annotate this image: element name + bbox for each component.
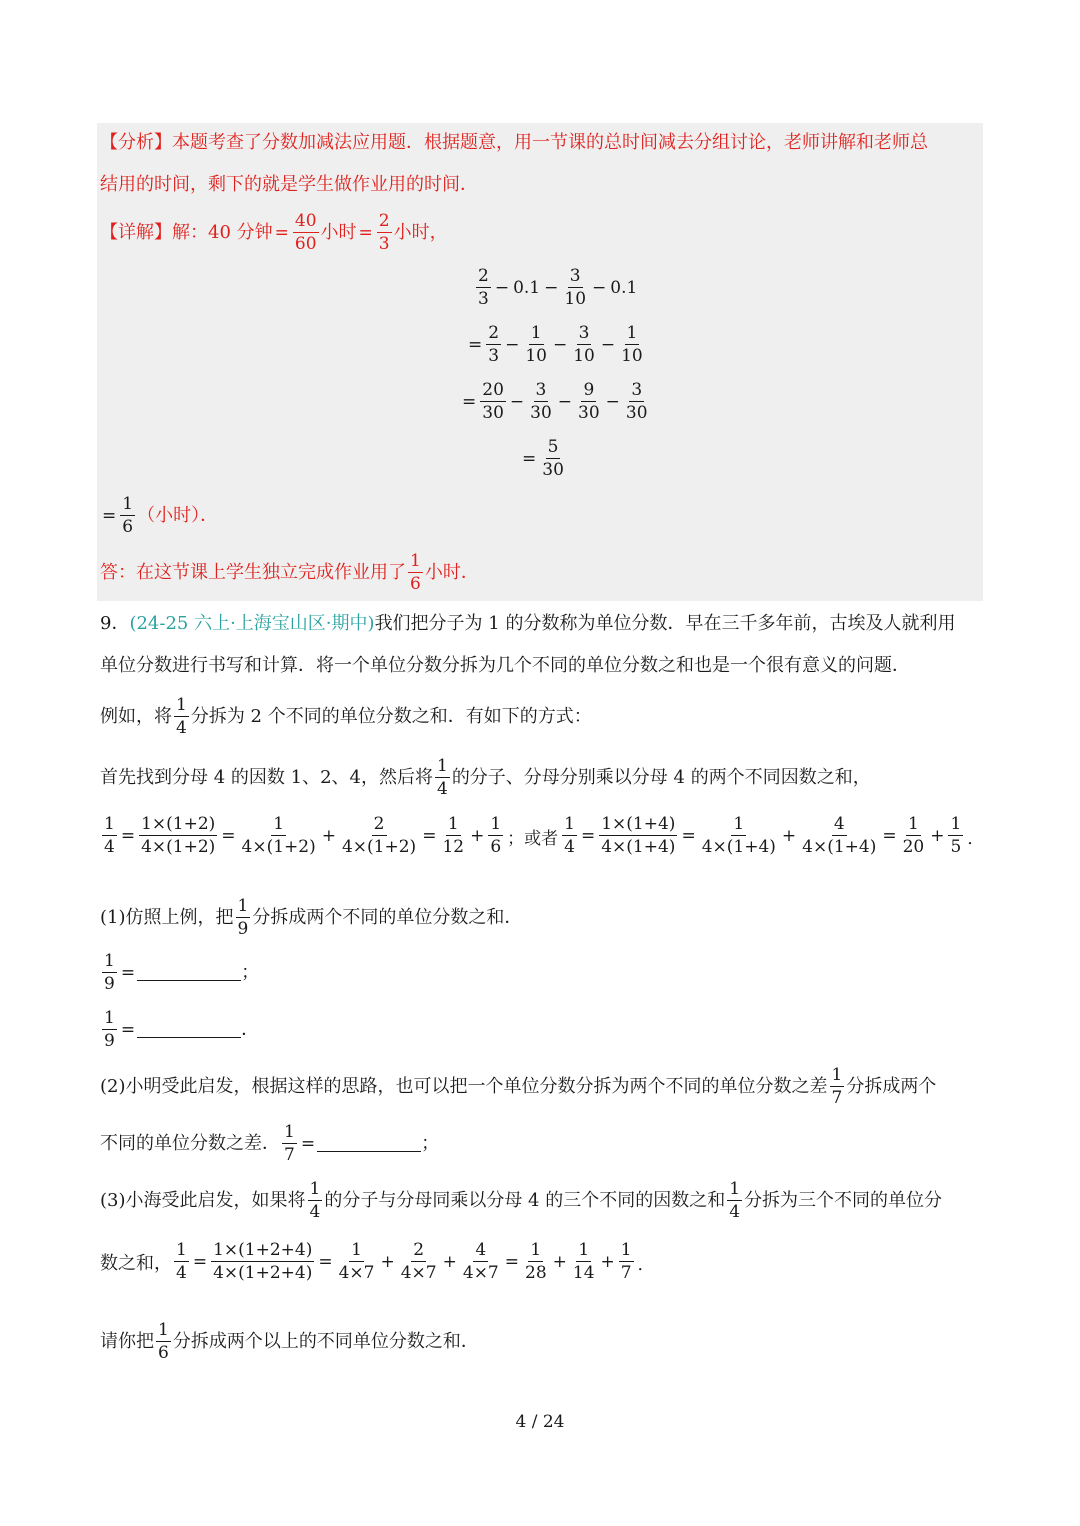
question-intro-2: 单位分数进行书写和计算．将一个单位分数分拆为几个不同的单位分数之和也是一个很有意义的问题． [100, 655, 910, 676]
fraction: $\frac{40}{60}$ [294, 211, 317, 254]
analysis-line-2 [100, 172, 478, 198]
part1-answer-2: $\frac{1}{9}$ = ． [104, 1008, 260, 1051]
part4-line: 请你把 $\frac{1}{6}$ 分拆成两个以上的不同单位分数之和． [100, 1320, 479, 1363]
answer-unit: 小时． [424, 562, 479, 583]
calc-step-2: = $\frac{2}{3}$ − $\frac{1}{10}$ − $\frac{3}{10}$ − $\frac{1}{10}$ [468, 323, 643, 366]
unit-text: 小时， [393, 222, 448, 243]
step-pre: 首先找到分母 4 的因数 1、2、4，然后将 [100, 767, 433, 788]
calc-step-3: = $\frac{20}{30}$ − $\frac{3}{30}$ − $\frac{9}{30}$ − $\frac{3}{30}$ [462, 380, 648, 423]
detail-line: 【详解】解：40 分钟 = $\frac{40}{60}$ 小时 = $\frac{2}{3}$ 小时， [100, 211, 448, 254]
example-pre: 例如，将 [100, 706, 172, 727]
part1-line: (1)仿照上例，把 $\frac{1}{9}$ 分拆成两个不同的单位分数之和． [100, 896, 523, 939]
example-equations: $\frac{1}{4}$ = $\frac{1\times(1+2)}{4\times(1+2)}$ = $\frac{1}{4\times(1+2)}$ + $\frac{2}{4\times(1+2)}$ = $\frac{1}{12}$ + $\frac{1}{6}$ ；或者 $\frac{1}{4}$ = $\frac{1\times(1+4)}{4\times(1+4)}$ = $\frac{1}{4\times(1+4)}$ + $\frac{4}{4\times(1+4)}$ = $\frac{1}{20}$ + $\frac{1}{5}$ ． [104, 814, 985, 857]
part3-pre: (3)小海受此启发，如果将 [100, 1190, 306, 1211]
q9-intro-line-2 [100, 653, 910, 679]
result-unit: （小时）． [137, 505, 219, 526]
analysis-text-1: 本题考查了分数加减法应用题．根据题意，用一节课的总时间减去分组讨论，老师讲解和老师总 [172, 132, 928, 153]
part2-text: (2)小明受此启发，根据这样的思路，也可以把一个单位分数分拆为两个不同的单位分数之差 [100, 1076, 828, 1097]
part2-post: 分拆成两个 [846, 1076, 937, 1097]
part4-post: 分拆成两个以上的不同单位分数之和． [172, 1331, 479, 1352]
example-line: 例如，将 $\frac{1}{4}$ 分拆为 2 个不同的单位分数之和．有如下的方式： [100, 695, 592, 738]
answer-text: 答：在这节课上学生独立完成作业用了 [100, 562, 406, 583]
question-intro-1: 我们把分子为 1 的分数称为单位分数．早在三千多年前，古埃及人就利用 [374, 613, 956, 634]
page-number: 4 / 24 [515, 1412, 565, 1432]
calc-step-1: $\frac{2}{3}$ − 0.1 − $\frac{3}{10}$ − 0.1 [478, 266, 638, 309]
part2-line2-text: 不同的单位分数之差． [100, 1133, 280, 1154]
answer-blank[interactable] [317, 1137, 421, 1152]
or-text: ；或者 [507, 828, 559, 849]
question-source: (24-25 六上·上海宝山区·期中) [129, 613, 375, 634]
part2-line-1: (2)小明受此启发，根据这样的思路，也可以把一个单位分数分拆为两个不同的单位分数之差 $\frac{1}{7}$ 分拆成两个 [100, 1065, 937, 1108]
answer-line: 答：在这节课上学生独立完成作业用了 $\frac{1}{6}$ 小时． [100, 551, 479, 594]
analysis-label: 【分析】 [100, 132, 172, 153]
part1-pre: (1)仿照上例，把 [100, 907, 234, 928]
unit-text: 小时 [320, 222, 357, 243]
question-number: 9． [100, 613, 130, 634]
part3-line-1: (3)小海受此启发，如果将 $\frac{1}{4}$ 的分子与分母同乘以分母 4 的三个不同的因数之和 $\frac{1}{4}$ 分拆为三个不同的单位分 [100, 1179, 943, 1222]
answer-blank[interactable] [137, 966, 241, 981]
q9-intro-line-1 [100, 611, 955, 637]
calc-step-4: = $\frac{5}{30}$ [522, 437, 564, 480]
result-line: = $\frac{1}{6}$ （小时）． [102, 494, 219, 537]
example-post: 分拆为 2 个不同的单位分数之和．有如下的方式： [190, 706, 592, 727]
step-post: 的分子、分母分别乘以分母 4 的两个不同因数之和， [451, 767, 871, 788]
part4-pre: 请你把 [100, 1331, 154, 1352]
step-line: 首先找到分母 4 的因数 1、2、4，然后将 $\frac{1}{4}$ 的分子、分母分别乘以分母 4 的两个不同因数之和， [100, 756, 871, 799]
analysis-line-1 [100, 130, 928, 156]
part3-equation: 数之和， $\frac{1}{4}$ = $\frac{1\times(1+2+4)}{4\times(1+2+4)}$ = $\frac{1}{4\times 7}$ + $\frac{2}{4\times 7}$ + $\frac{4}{4\times 7}$ = $\frac{1}{28}$ + $\frac{1}{14}$ + $\frac{1}{7}$ ． [100, 1240, 655, 1283]
part3-mid: 的分子与分母同乘以分母 4 的三个不同的因数之和 [324, 1190, 726, 1211]
part1-answer-1: $\frac{1}{9}$ = ； [104, 951, 260, 994]
fraction: $\frac{2}{3}$ [378, 211, 390, 254]
part3-post: 分拆为三个不同的单位分 [744, 1190, 943, 1211]
part2-line-2: 不同的单位分数之差． $\frac{1}{7}$ = ； [100, 1122, 440, 1165]
part3-line2-text: 数之和， [100, 1253, 172, 1274]
detail-text: 解：40 分钟 [172, 222, 273, 243]
analysis-text-2: 结用的时间，剩下的就是学生做作业用的时间． [100, 174, 478, 195]
answer-blank[interactable] [137, 1023, 241, 1038]
detail-label: 【详解】 [100, 222, 172, 243]
part1-post: 分拆成两个不同的单位分数之和． [252, 907, 523, 928]
